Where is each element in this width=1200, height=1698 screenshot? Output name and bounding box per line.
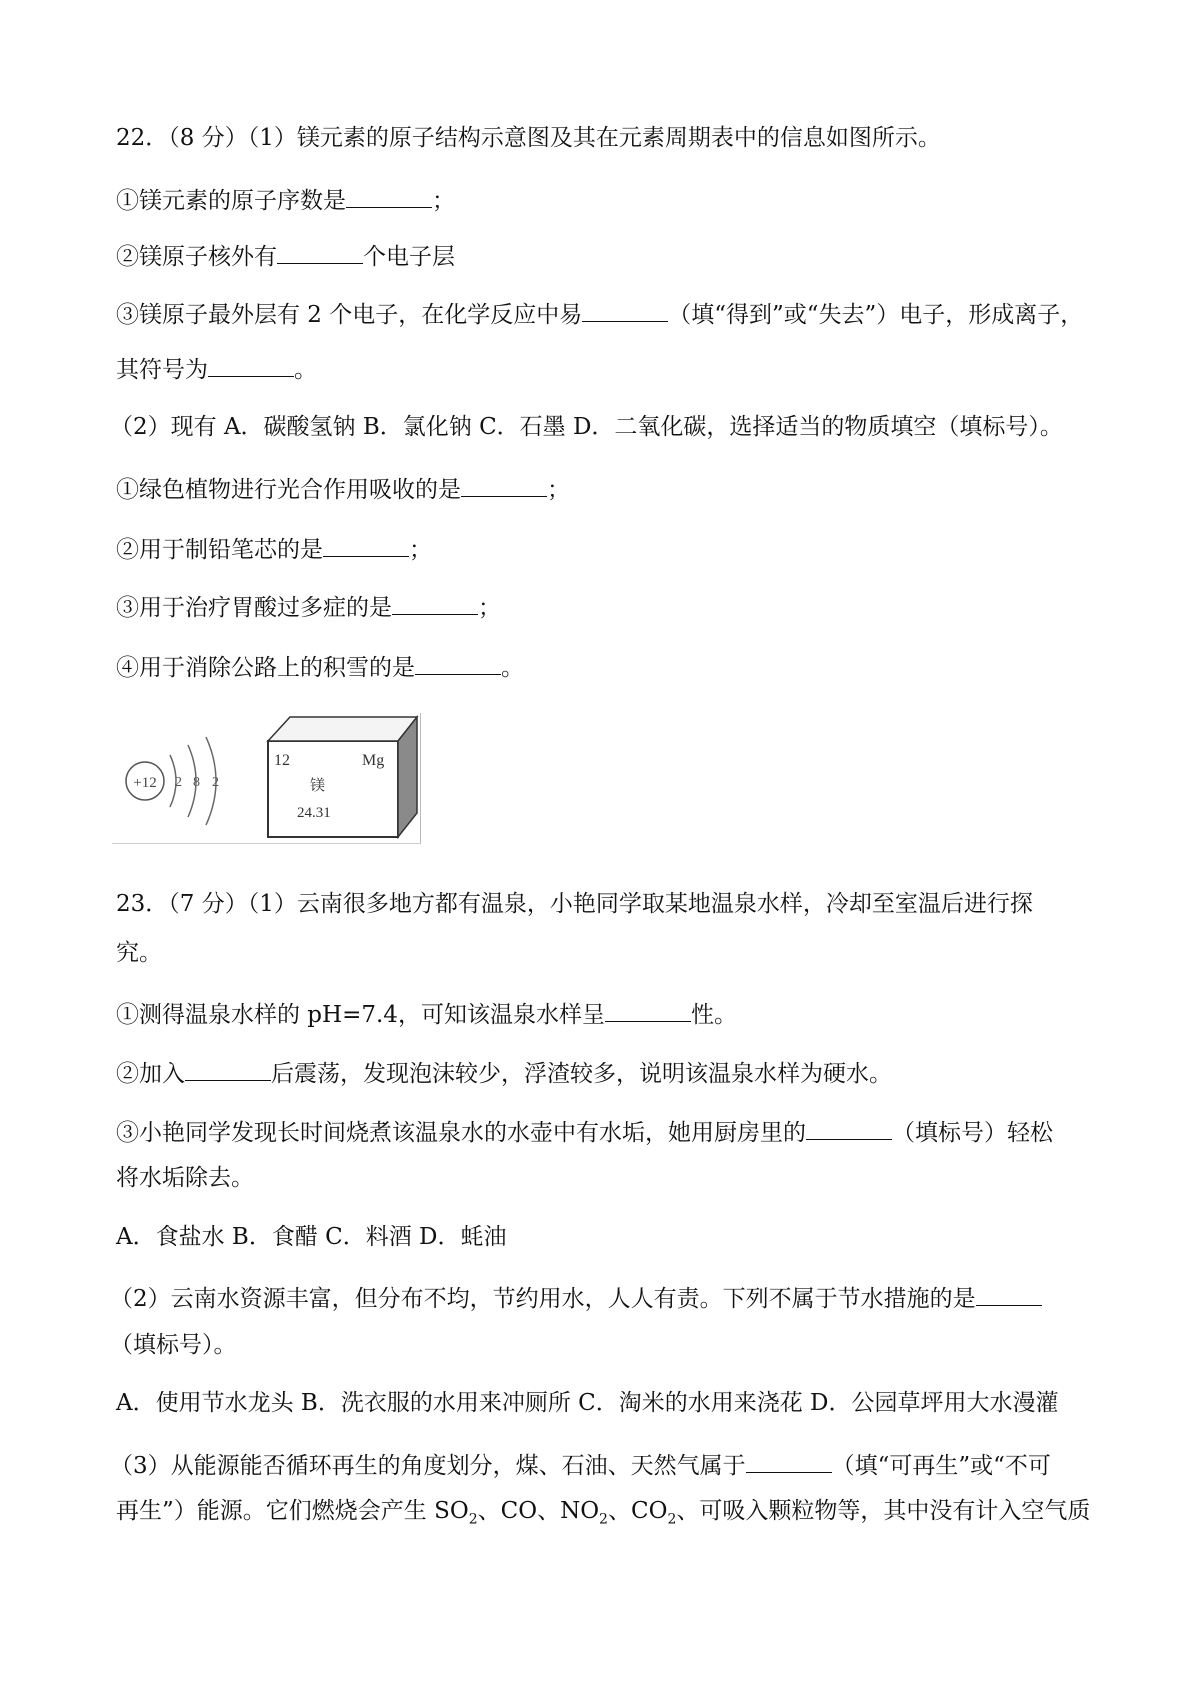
q23-item-3: ③小艳同学发现长时间烧煮该温泉水的水壶中有水垢，她用厨房里的 （填标号）轻松 bbox=[116, 1113, 1100, 1150]
atomic-mass: 24.31 bbox=[297, 805, 331, 821]
shell-2-electrons: 8 bbox=[193, 775, 200, 790]
q22-item-1: ①镁元素的原子序数是 ； bbox=[116, 181, 1100, 218]
answer-blank[interactable] bbox=[185, 1054, 271, 1081]
q23-part3: （3）从能源能否循环再生的角度划分，煤、石油、天然气属于 （填“可再生”或“不可 bbox=[110, 1446, 1100, 1483]
periodic-table-cell bbox=[268, 717, 417, 837]
q23-item-2: ②加入 后震荡，发现泡沫较少，浮渣较多，说明该温泉水样为硬水。 bbox=[116, 1054, 1100, 1091]
element-symbol: Mg bbox=[362, 752, 385, 769]
q22-part2-item-4: ④用于消除公路上的积雪的是 。 bbox=[116, 648, 1100, 685]
answer-blank[interactable] bbox=[806, 1113, 892, 1140]
answer-blank[interactable] bbox=[415, 648, 501, 675]
q23-item-1: ①测得温泉水样的 pH=7.4，可知该温泉水样呈 性。 bbox=[116, 995, 1100, 1032]
q23-part2: （2）云南水资源丰富，但分布不均，节约用水，人人有责。下列不属于节水措施的是 bbox=[110, 1279, 1100, 1316]
q22-part2-item-1: ①绿色植物进行光合作用吸收的是 ； bbox=[116, 470, 1100, 507]
shell-3-electrons: 2 bbox=[212, 775, 219, 790]
magnesium-diagram bbox=[112, 713, 420, 843]
atom-structure-diagram bbox=[126, 737, 219, 825]
q23-options-2: A．使用节水龙头 B．洗衣服的水用来冲厕所 C．淘米的水用来浇花 D．公园草坪用大水漫灌 bbox=[116, 1390, 1059, 1416]
q22-item-3-cont: 其符号为 。 bbox=[116, 350, 1100, 387]
answer-blank[interactable] bbox=[277, 237, 363, 264]
q22-item-2: ②镁原子核外有 个电子层 bbox=[116, 237, 1100, 274]
q23-part3-cont: 再生”）能源。它们燃烧会产生 $SO_2$、CO、$NO_2$、$CO_2$、可吸入颗粒物等，其中没有计入空气质 bbox=[116, 1498, 1091, 1528]
cell-top bbox=[268, 717, 417, 741]
answer-blank[interactable] bbox=[346, 181, 432, 208]
q23-options-1: A．食盐水 B．食醋 C．料酒 D．蚝油 bbox=[116, 1224, 507, 1250]
answer-blank[interactable] bbox=[582, 295, 668, 322]
q23-header: 23．（7 分）（1）云南很多地方都有温泉，小艳同学取某地温泉水样，冷却至室温后进行探 bbox=[116, 891, 1033, 917]
q22-part2-item-2: ②用于制铅笔芯的是 ； bbox=[116, 530, 1100, 567]
answer-blank[interactable] bbox=[746, 1446, 832, 1473]
answer-blank[interactable] bbox=[605, 995, 691, 1022]
answer-blank[interactable] bbox=[392, 588, 478, 615]
q22-header: 22．（8 分）（1）镁元素的原子结构示意图及其在元素周期表中的信息如图所示。 bbox=[116, 125, 941, 151]
element-number: 12 bbox=[274, 752, 290, 769]
answer-blank[interactable] bbox=[461, 470, 547, 497]
answer-blank[interactable] bbox=[208, 350, 294, 377]
q23-item-3-cont: 将水垢除去。 bbox=[116, 1165, 254, 1191]
answer-blank[interactable] bbox=[323, 530, 409, 557]
nucleus-charge: +12 bbox=[133, 775, 157, 791]
q22-item-3: ③镁原子最外层有 2 个电子，在化学反应中易 （填“得到”或“失去”）电子，形成离子， bbox=[116, 295, 1100, 332]
q23-part2-cont: （填标号）。 bbox=[110, 1332, 237, 1358]
q22-part2-intro: （2）现有 A．碳酸氢钠 B．氯化钠 C．石墨 D．二氧化碳，选择适当的物质填空（填标号）。 bbox=[110, 414, 1063, 440]
q23-header-cont: 究。 bbox=[116, 940, 162, 966]
element-name: 镁 bbox=[310, 776, 326, 794]
shell-1-electrons: 2 bbox=[175, 775, 182, 790]
q22-part2-item-3: ③用于治疗胃酸过多症的是 ； bbox=[116, 588, 1100, 625]
magnesium-figure bbox=[112, 713, 421, 844]
answer-blank[interactable] bbox=[976, 1279, 1042, 1306]
